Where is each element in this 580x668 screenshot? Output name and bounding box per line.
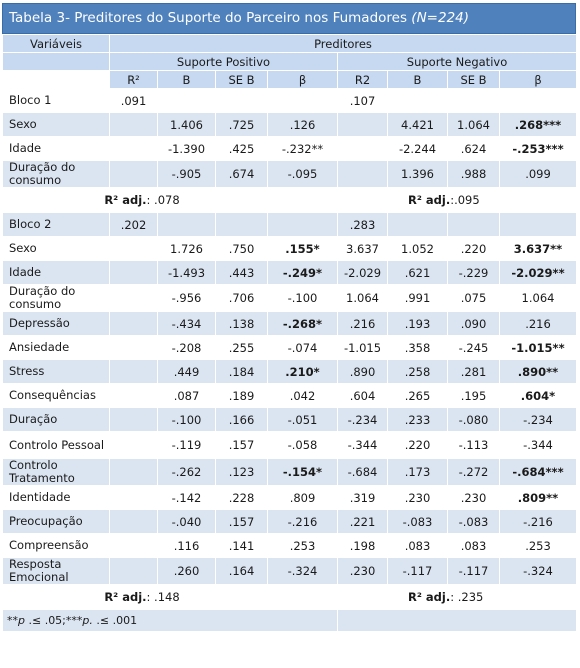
r2-adjusted-row: [3, 585, 577, 610]
row-label: Ansiedade: [3, 336, 110, 360]
r2-positive: .091: [110, 89, 158, 113]
cell-negative: .358: [388, 336, 448, 360]
table-row: [3, 237, 577, 261]
col-seb-pos: SE B: [216, 71, 268, 89]
cell-negative: .220: [448, 237, 500, 261]
r2-positive: .202: [110, 213, 158, 237]
cell-positive: .750: [216, 237, 268, 261]
footnote-row: [3, 610, 577, 632]
footnote: **p .≤ .05;***p. .≤ .001: [3, 610, 338, 632]
row-label: Depressão: [3, 312, 110, 336]
cell-positive: .228: [216, 486, 268, 510]
cell-positive: .425: [216, 137, 268, 161]
cell-positive: 1.726: [158, 237, 216, 261]
cell-negative: .258: [388, 360, 448, 384]
header-row-3: [3, 71, 577, 89]
cell-negative: .195: [448, 384, 500, 408]
row-label: Controlo Pessoal: [3, 432, 110, 459]
cell-negative: .988: [448, 161, 500, 188]
cell-negative: .624: [448, 137, 500, 161]
table-title: Tabela 3- Preditores do Suporte do Parceiro nos Fumadores (N=224): [2, 3, 576, 34]
cell-positive: -.095: [268, 161, 338, 188]
cell-positive: -.262: [158, 459, 216, 486]
cell-positive: -.074: [268, 336, 338, 360]
cell-negative: -.080: [448, 408, 500, 432]
cell-negative: -2.029**: [500, 261, 577, 285]
row-label: Identidade: [3, 486, 110, 510]
cell-negative: 1.064: [500, 285, 577, 312]
r2-adjusted-row: [3, 188, 577, 213]
cell-positive: .253: [268, 534, 338, 558]
cell-negative: -1.015: [338, 336, 388, 360]
row-label: Resposta Emocional: [3, 558, 110, 585]
cell-negative: .233: [388, 408, 448, 432]
cell-positive: -.058: [268, 432, 338, 459]
cell-negative: -.253***: [500, 137, 577, 161]
cell-positive: .157: [216, 432, 268, 459]
table-container: [2, 3, 576, 632]
cell-positive: .157: [216, 510, 268, 534]
table-row: [3, 137, 577, 161]
cell-negative: .083: [388, 534, 448, 558]
cell-negative: .621: [388, 261, 448, 285]
cell-positive: .116: [158, 534, 216, 558]
cell-negative: .173: [388, 459, 448, 486]
table-row: [3, 408, 577, 432]
cell-negative: -.117: [388, 558, 448, 585]
table-row: [3, 459, 577, 486]
cell-positive: .449: [158, 360, 216, 384]
cell-negative: -.113: [448, 432, 500, 459]
cell-negative: .809**: [500, 486, 577, 510]
cell-negative: -.344: [338, 432, 388, 459]
cell-negative: .991: [388, 285, 448, 312]
cell-positive: .138: [216, 312, 268, 336]
cell-negative: .099: [500, 161, 577, 188]
r2-negative: .107: [338, 89, 388, 113]
cell-positive: -.100: [268, 285, 338, 312]
table-row: [3, 510, 577, 534]
r2-adj-negative: R² adj.:.095: [338, 188, 577, 213]
cell-positive: -.100: [158, 408, 216, 432]
cell-positive: .184: [216, 360, 268, 384]
row-label: Sexo: [3, 113, 110, 137]
col-r2-neg: R2: [338, 71, 388, 89]
col-beta-pos: β: [268, 71, 338, 89]
cell-positive: .210*: [268, 360, 338, 384]
cell-negative: -.684: [338, 459, 388, 486]
cell-positive: -.208: [158, 336, 216, 360]
header-row-2: [3, 53, 577, 71]
cell-negative: .230: [448, 486, 500, 510]
block-header-row: [3, 89, 577, 113]
table-row: [3, 261, 577, 285]
cell-positive: .141: [216, 534, 268, 558]
cell-positive: .809: [268, 486, 338, 510]
table-row: [3, 486, 577, 510]
table-row: [3, 384, 577, 408]
r2-adj-positive: R² adj.: .148: [3, 585, 338, 610]
cell-positive: .155*: [268, 237, 338, 261]
cell-negative: -.234: [500, 408, 577, 432]
cell-negative: .268***: [500, 113, 577, 137]
table-row: [3, 336, 577, 360]
cell-negative: -.684***: [500, 459, 577, 486]
col-b-neg: B: [388, 71, 448, 89]
block-label: Bloco 1: [3, 89, 110, 113]
cell-positive: -.324: [268, 558, 338, 585]
cell-positive: -.268*: [268, 312, 338, 336]
cell-negative: -.245: [448, 336, 500, 360]
cell-negative: -.234: [338, 408, 388, 432]
cell-negative: .604*: [500, 384, 577, 408]
cell-negative: .083: [448, 534, 500, 558]
cell-negative: -.083: [448, 510, 500, 534]
cell-positive: -.119: [158, 432, 216, 459]
cell-positive: .706: [216, 285, 268, 312]
table-row: [3, 534, 577, 558]
cell-positive: -.956: [158, 285, 216, 312]
cell-positive: .166: [216, 408, 268, 432]
cell-negative: -.324: [500, 558, 577, 585]
row-label: Preocupação: [3, 510, 110, 534]
r2-adj-negative: R² adj.: .235: [338, 585, 577, 610]
cell-positive: -.051: [268, 408, 338, 432]
row-label: Duração do consumo: [3, 285, 110, 312]
cell-positive: .260: [158, 558, 216, 585]
cell-positive: -.216: [268, 510, 338, 534]
cell-positive: .189: [216, 384, 268, 408]
cell-negative: -.216: [500, 510, 577, 534]
cell-negative: .319: [338, 486, 388, 510]
cell-negative: 1.064: [338, 285, 388, 312]
cell-negative: 3.637: [338, 237, 388, 261]
cell-negative: 4.421: [388, 113, 448, 137]
cell-positive: .164: [216, 558, 268, 585]
cell-positive: .255: [216, 336, 268, 360]
cell-positive: -1.390: [158, 137, 216, 161]
cell-positive: -.142: [158, 486, 216, 510]
cell-negative: .220: [388, 432, 448, 459]
cell-positive: .443: [216, 261, 268, 285]
row-label: Duração do consumo: [3, 161, 110, 188]
cell-positive: -.040: [158, 510, 216, 534]
r2-adj-positive: R² adj.: .078: [3, 188, 338, 213]
col-beta-neg: β: [500, 71, 577, 89]
header-preditores: Preditores: [110, 35, 577, 53]
table-row: [3, 285, 577, 312]
regression-table: [2, 34, 577, 632]
cell-negative: .216: [338, 312, 388, 336]
cell-negative: .230: [338, 558, 388, 585]
cell-positive: -.232**: [268, 137, 338, 161]
row-label: Consequências: [3, 384, 110, 408]
table-row: [3, 113, 577, 137]
cell-negative: -2.244: [388, 137, 448, 161]
row-label: Idade: [3, 261, 110, 285]
table-row: [3, 432, 577, 459]
r2-negative: .283: [338, 213, 388, 237]
cell-negative: 1.396: [388, 161, 448, 188]
table-row: [3, 312, 577, 336]
cell-positive: .725: [216, 113, 268, 137]
cell-negative: -.229: [448, 261, 500, 285]
block-label: Bloco 2: [3, 213, 110, 237]
cell-negative: -2.029: [338, 261, 388, 285]
cell-negative: .198: [338, 534, 388, 558]
cell-positive: -.154*: [268, 459, 338, 486]
header-variaveis: Variáveis: [3, 35, 110, 53]
cell-negative: .221: [338, 510, 388, 534]
table-row: [3, 558, 577, 585]
cell-positive: .126: [268, 113, 338, 137]
cell-negative: .890: [338, 360, 388, 384]
row-label: Compreensão: [3, 534, 110, 558]
cell-negative: -.083: [388, 510, 448, 534]
row-label: Sexo: [3, 237, 110, 261]
cell-negative: -.117: [448, 558, 500, 585]
cell-positive: -1.493: [158, 261, 216, 285]
row-label: Stress: [3, 360, 110, 384]
col-seb-neg: SE B: [448, 71, 500, 89]
cell-negative: .216: [500, 312, 577, 336]
block-header-row: [3, 213, 577, 237]
cell-positive: -.434: [158, 312, 216, 336]
cell-positive: .042: [268, 384, 338, 408]
cell-negative: 1.052: [388, 237, 448, 261]
cell-positive: -.249*: [268, 261, 338, 285]
col-b-pos: B: [158, 71, 216, 89]
header-row-1: [3, 35, 577, 53]
cell-negative: .230: [388, 486, 448, 510]
row-label: Controlo Tratamento: [3, 459, 110, 486]
cell-negative: .090: [448, 312, 500, 336]
row-label: Idade: [3, 137, 110, 161]
cell-negative: .281: [448, 360, 500, 384]
cell-negative: -1.015**: [500, 336, 577, 360]
header-suporte-negativo: Suporte Negativo: [338, 53, 577, 71]
cell-negative: 1.064: [448, 113, 500, 137]
cell-positive: .123: [216, 459, 268, 486]
cell-positive: .674: [216, 161, 268, 188]
cell-negative: -.272: [448, 459, 500, 486]
table-row: [3, 360, 577, 384]
col-r2-pos: R²: [110, 71, 158, 89]
cell-negative: .075: [448, 285, 500, 312]
cell-negative: .604: [338, 384, 388, 408]
cell-positive: 1.406: [158, 113, 216, 137]
cell-positive: .087: [158, 384, 216, 408]
cell-positive: -.905: [158, 161, 216, 188]
header-suporte-positivo: Suporte Positivo: [110, 53, 338, 71]
cell-negative: .890**: [500, 360, 577, 384]
cell-negative: 3.637**: [500, 237, 577, 261]
cell-negative: .253: [500, 534, 577, 558]
cell-negative: .265: [388, 384, 448, 408]
row-label: Duração: [3, 408, 110, 432]
cell-negative: .193: [388, 312, 448, 336]
table-row: [3, 161, 577, 188]
cell-negative: -.344: [500, 432, 577, 459]
